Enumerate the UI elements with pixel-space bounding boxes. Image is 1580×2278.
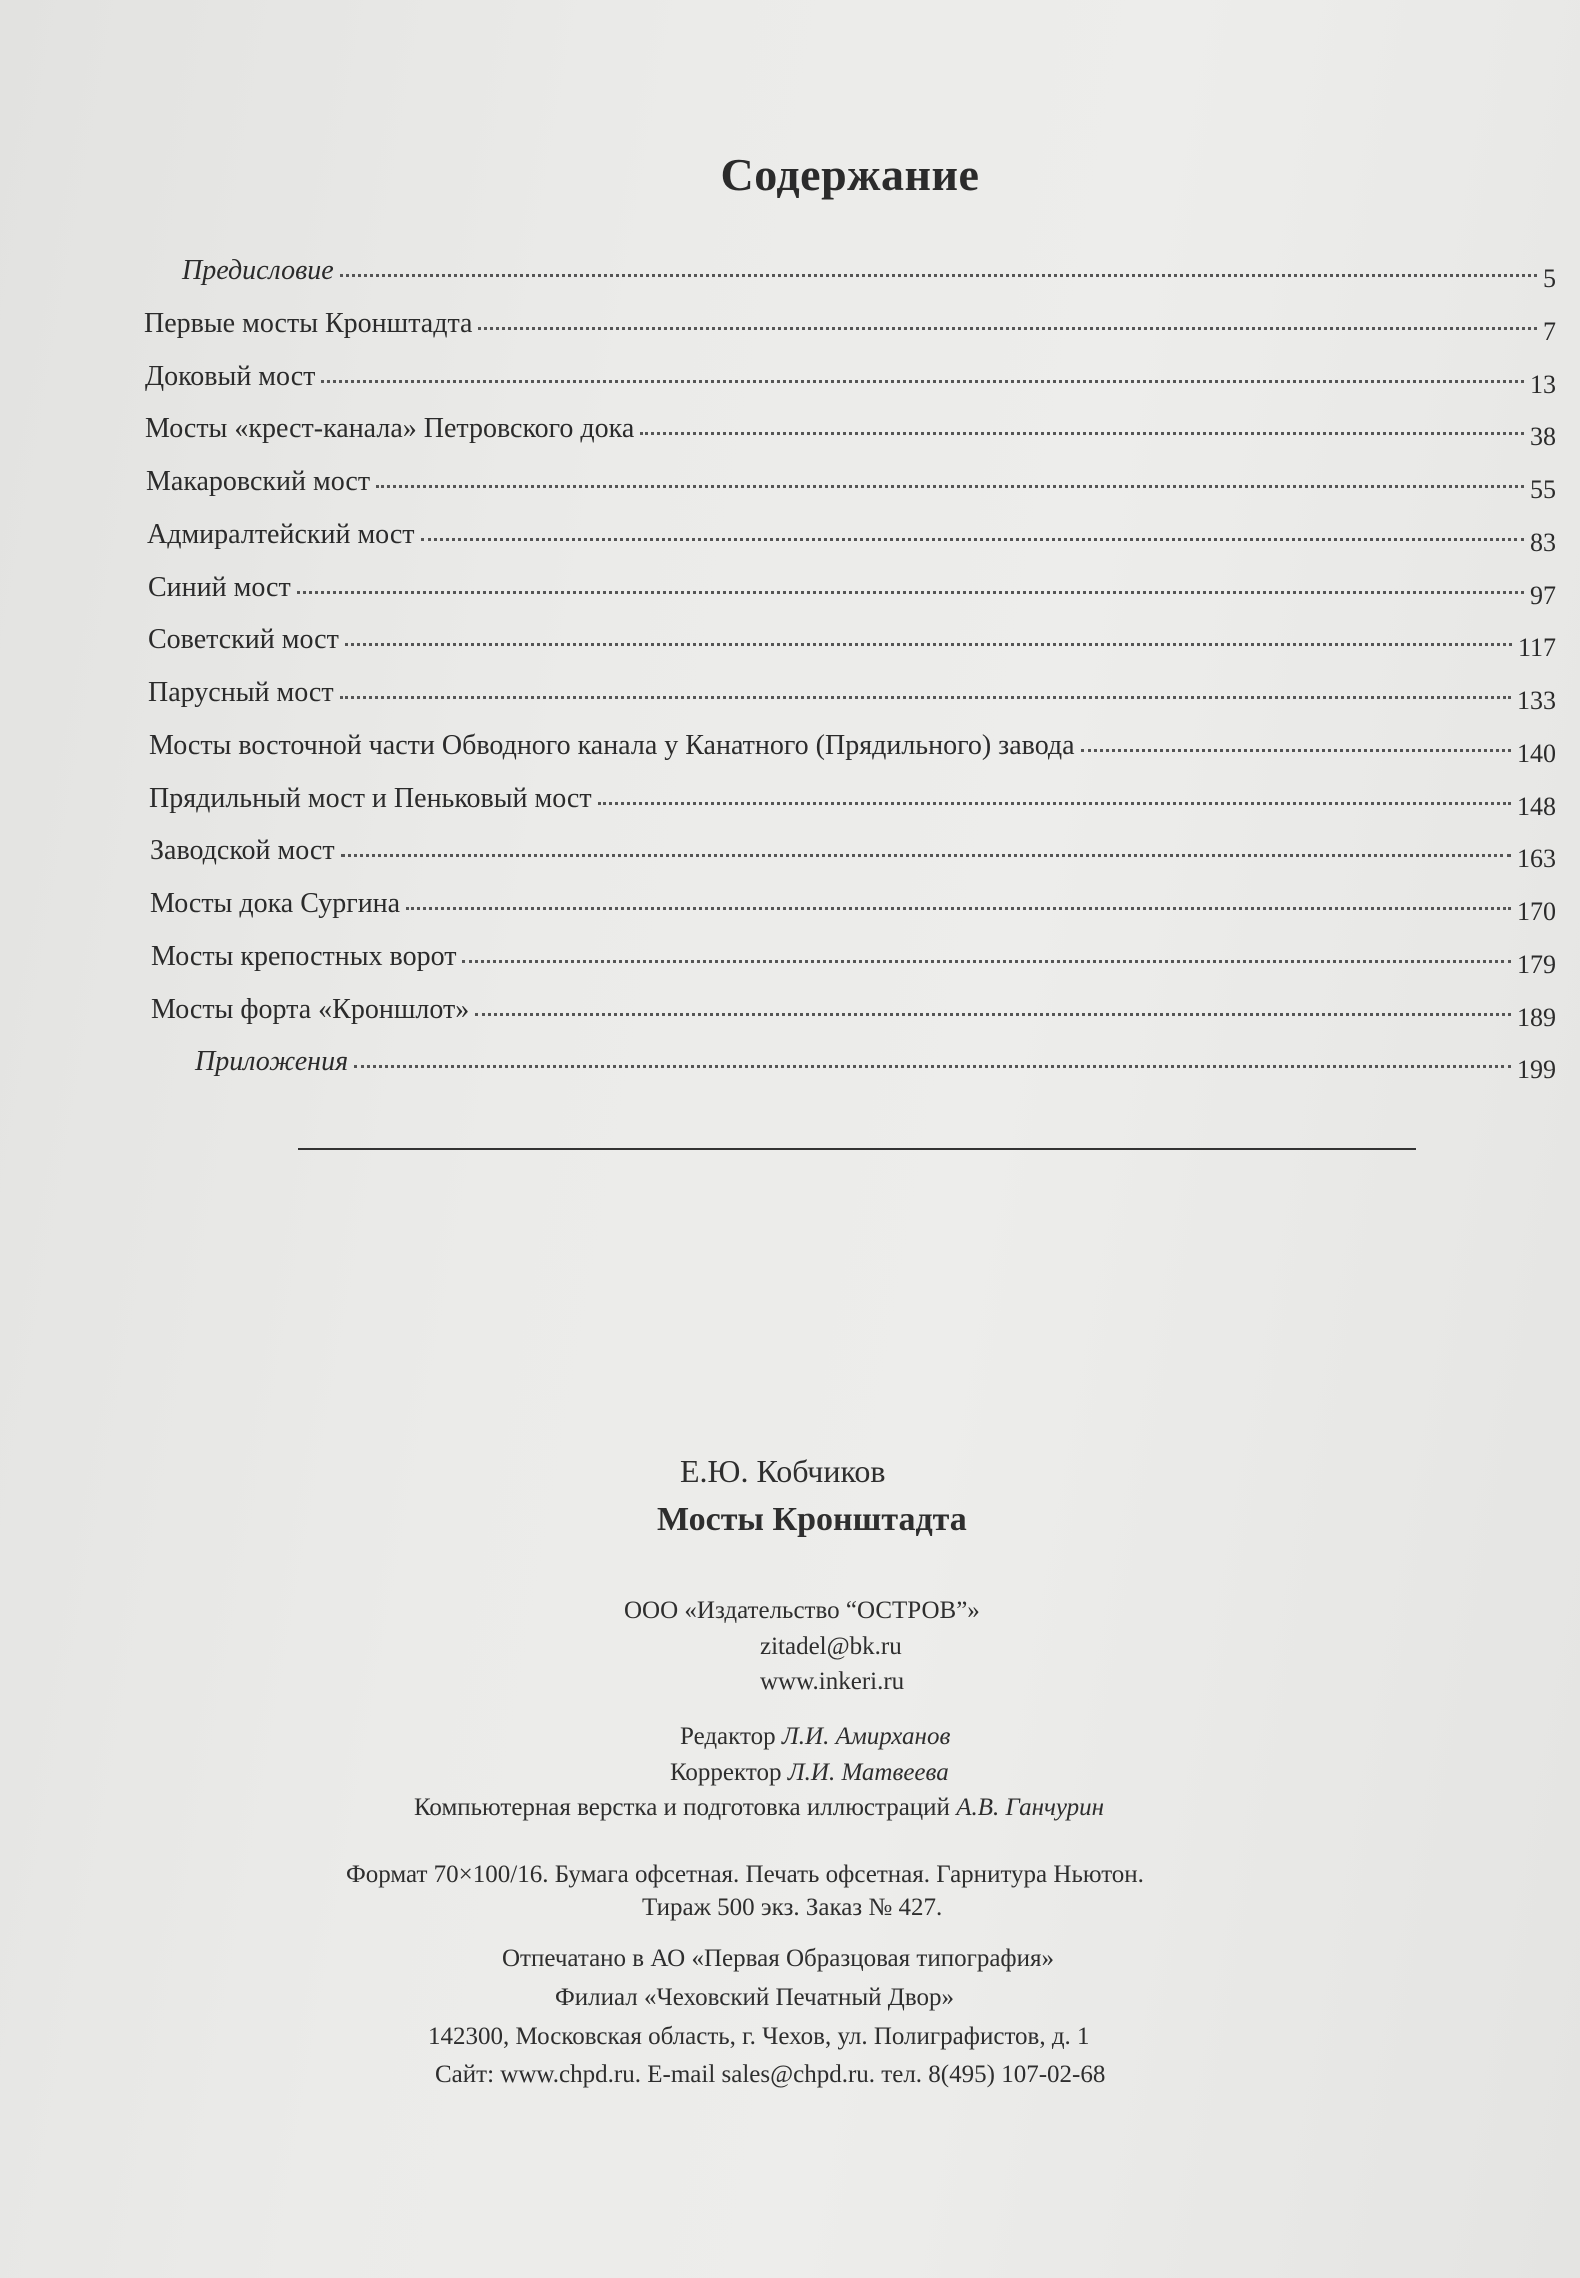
toc-entry-page: 179	[1517, 950, 1556, 979]
toc-entry	[150, 887, 1556, 926]
toc-entry	[146, 465, 1556, 504]
toc-leader-dots	[1081, 748, 1511, 752]
toc-leader-dots	[341, 853, 1511, 857]
toc-entry	[145, 360, 1556, 399]
toc-entry-page: 83	[1530, 528, 1556, 557]
toc-entry-label: Мосты дока Сургина	[150, 888, 401, 919]
toc-leader-dots	[406, 906, 1511, 910]
toc-entry-label: Макаровский мост	[146, 466, 371, 497]
toc-entry	[182, 254, 1556, 293]
toc-leader-dots	[462, 959, 1511, 963]
author-name: Е.Ю. Кобчиков	[680, 1453, 886, 1489]
toc-entry-page: 133	[1517, 686, 1556, 715]
publisher-website: www.inkeri.ru	[760, 1668, 905, 1695]
toc-entry-label: Доковый мост	[145, 361, 316, 392]
toc-leader-dots	[354, 1064, 1511, 1068]
toc-entry-page: 170	[1517, 897, 1556, 926]
layout-name: А.В. Ганчурин	[956, 1794, 1105, 1821]
toc-entry	[148, 676, 1556, 715]
toc-entry	[144, 307, 1556, 346]
toc-entry	[145, 412, 1556, 451]
toc-leader-dots	[421, 537, 1524, 541]
toc-leader-dots	[640, 431, 1524, 435]
editor-name: Л.И. Амирханов	[781, 1723, 951, 1750]
layout-credit	[414, 1793, 1104, 1823]
toc-entry-label: Мосты восточной части Обводного канала у Канатного (Прядильного) завода	[149, 730, 1075, 761]
toc-entry-label: Предисловие	[182, 255, 334, 286]
editor-credit	[680, 1722, 950, 1752]
toc-entry-label: Прядильный мост и Пеньковый мост	[149, 783, 592, 814]
toc-entry-label: Синий мост	[148, 572, 291, 603]
proofreader-name: Л.И. Матвеева	[787, 1759, 949, 1786]
toc-entry-label: Первые мосты Кронштадта	[144, 308, 473, 339]
toc-entry	[148, 623, 1556, 662]
toc-entry-page: 189	[1517, 1003, 1556, 1032]
printer-branch-line: Филиал «Чеховский Печатный Двор»	[555, 1984, 954, 2011]
section-divider	[298, 1148, 1416, 1150]
toc-entry-label: Мосты форта «Кроншлот»	[151, 994, 470, 1025]
toc-entry	[149, 782, 1556, 821]
toc-entry	[150, 834, 1556, 873]
toc-leader-dots	[376, 484, 1524, 488]
toc-entry	[149, 729, 1556, 768]
toc-entry	[151, 993, 1556, 1032]
toc-entry	[151, 940, 1556, 979]
toc-leader-dots	[475, 1012, 1511, 1016]
book-title: Мосты Кронштадта	[657, 1501, 967, 1538]
toc-entry-page: 117	[1517, 633, 1556, 662]
layout-label: Компьютерная верстка и подготовка иллюстраций	[414, 1794, 950, 1821]
toc-entry-page: 13	[1530, 370, 1556, 399]
toc-entry-label: Приложения	[195, 1046, 349, 1077]
toc-entry	[147, 518, 1556, 557]
toc-leader-dots	[321, 379, 1524, 383]
toc-entry-label: Мосты крепостных ворот	[151, 941, 457, 972]
toc-leader-dots	[340, 273, 1537, 277]
printer-contacts-line: Сайт: www.chpd.ru. E-mail sales@chpd.ru. тел. 8(495) 107-02-68	[435, 2061, 1106, 2088]
editor-label: Редактор	[680, 1723, 776, 1750]
toc-title: Содержание	[720, 149, 980, 200]
toc-leader-dots	[598, 801, 1511, 805]
toc-entry-label: Советский мост	[148, 624, 339, 655]
toc-entry-label: Парусный мост	[148, 677, 334, 708]
toc-entry-page: 97	[1530, 581, 1556, 610]
toc-entry-label: Заводской мост	[150, 835, 335, 866]
toc-entry-page: 163	[1517, 844, 1556, 873]
toc-entry-page: 148	[1517, 792, 1556, 821]
toc-entry-page: 55	[1530, 475, 1556, 504]
toc-entry-page: 38	[1530, 422, 1556, 451]
toc-entry-page: 7	[1543, 317, 1556, 346]
toc-entry-page: 140	[1517, 739, 1556, 768]
printed-by-line: Отпечатано в АО «Первая Образцовая типография»	[502, 1945, 1055, 1972]
publisher-name: ООО «Издательство “ОСТРОВ”»	[624, 1597, 980, 1624]
toc-entry-label: Мосты «крест-канала» Петровского дока	[145, 413, 635, 444]
proofreader-credit	[670, 1758, 949, 1788]
toc-leader-dots	[340, 695, 1511, 699]
toc-entry	[148, 571, 1556, 610]
toc-leader-dots	[297, 590, 1524, 594]
proofreader-label: Корректор	[670, 1759, 782, 1786]
toc-leader-dots	[478, 326, 1537, 330]
toc-leader-dots	[345, 642, 1512, 646]
publisher-email: zitadel@bk.ru	[760, 1633, 902, 1660]
toc-entry	[195, 1045, 1556, 1084]
toc-entry-page: 5	[1543, 264, 1556, 293]
printer-address-line: 142300, Московская область, г. Чехов, ул. Полиграфистов, д. 1	[428, 2023, 1090, 2050]
format-line: Формат 70×100/16. Бумага офсетная. Печать офсетная. Гарнитура Ньютон.	[346, 1861, 1144, 1888]
print-run-line: Тираж 500 экз. Заказ № 427.	[642, 1894, 943, 1921]
toc-entry-label: Адмиралтейский мост	[147, 519, 415, 550]
toc-entry-page: 199	[1517, 1055, 1556, 1084]
